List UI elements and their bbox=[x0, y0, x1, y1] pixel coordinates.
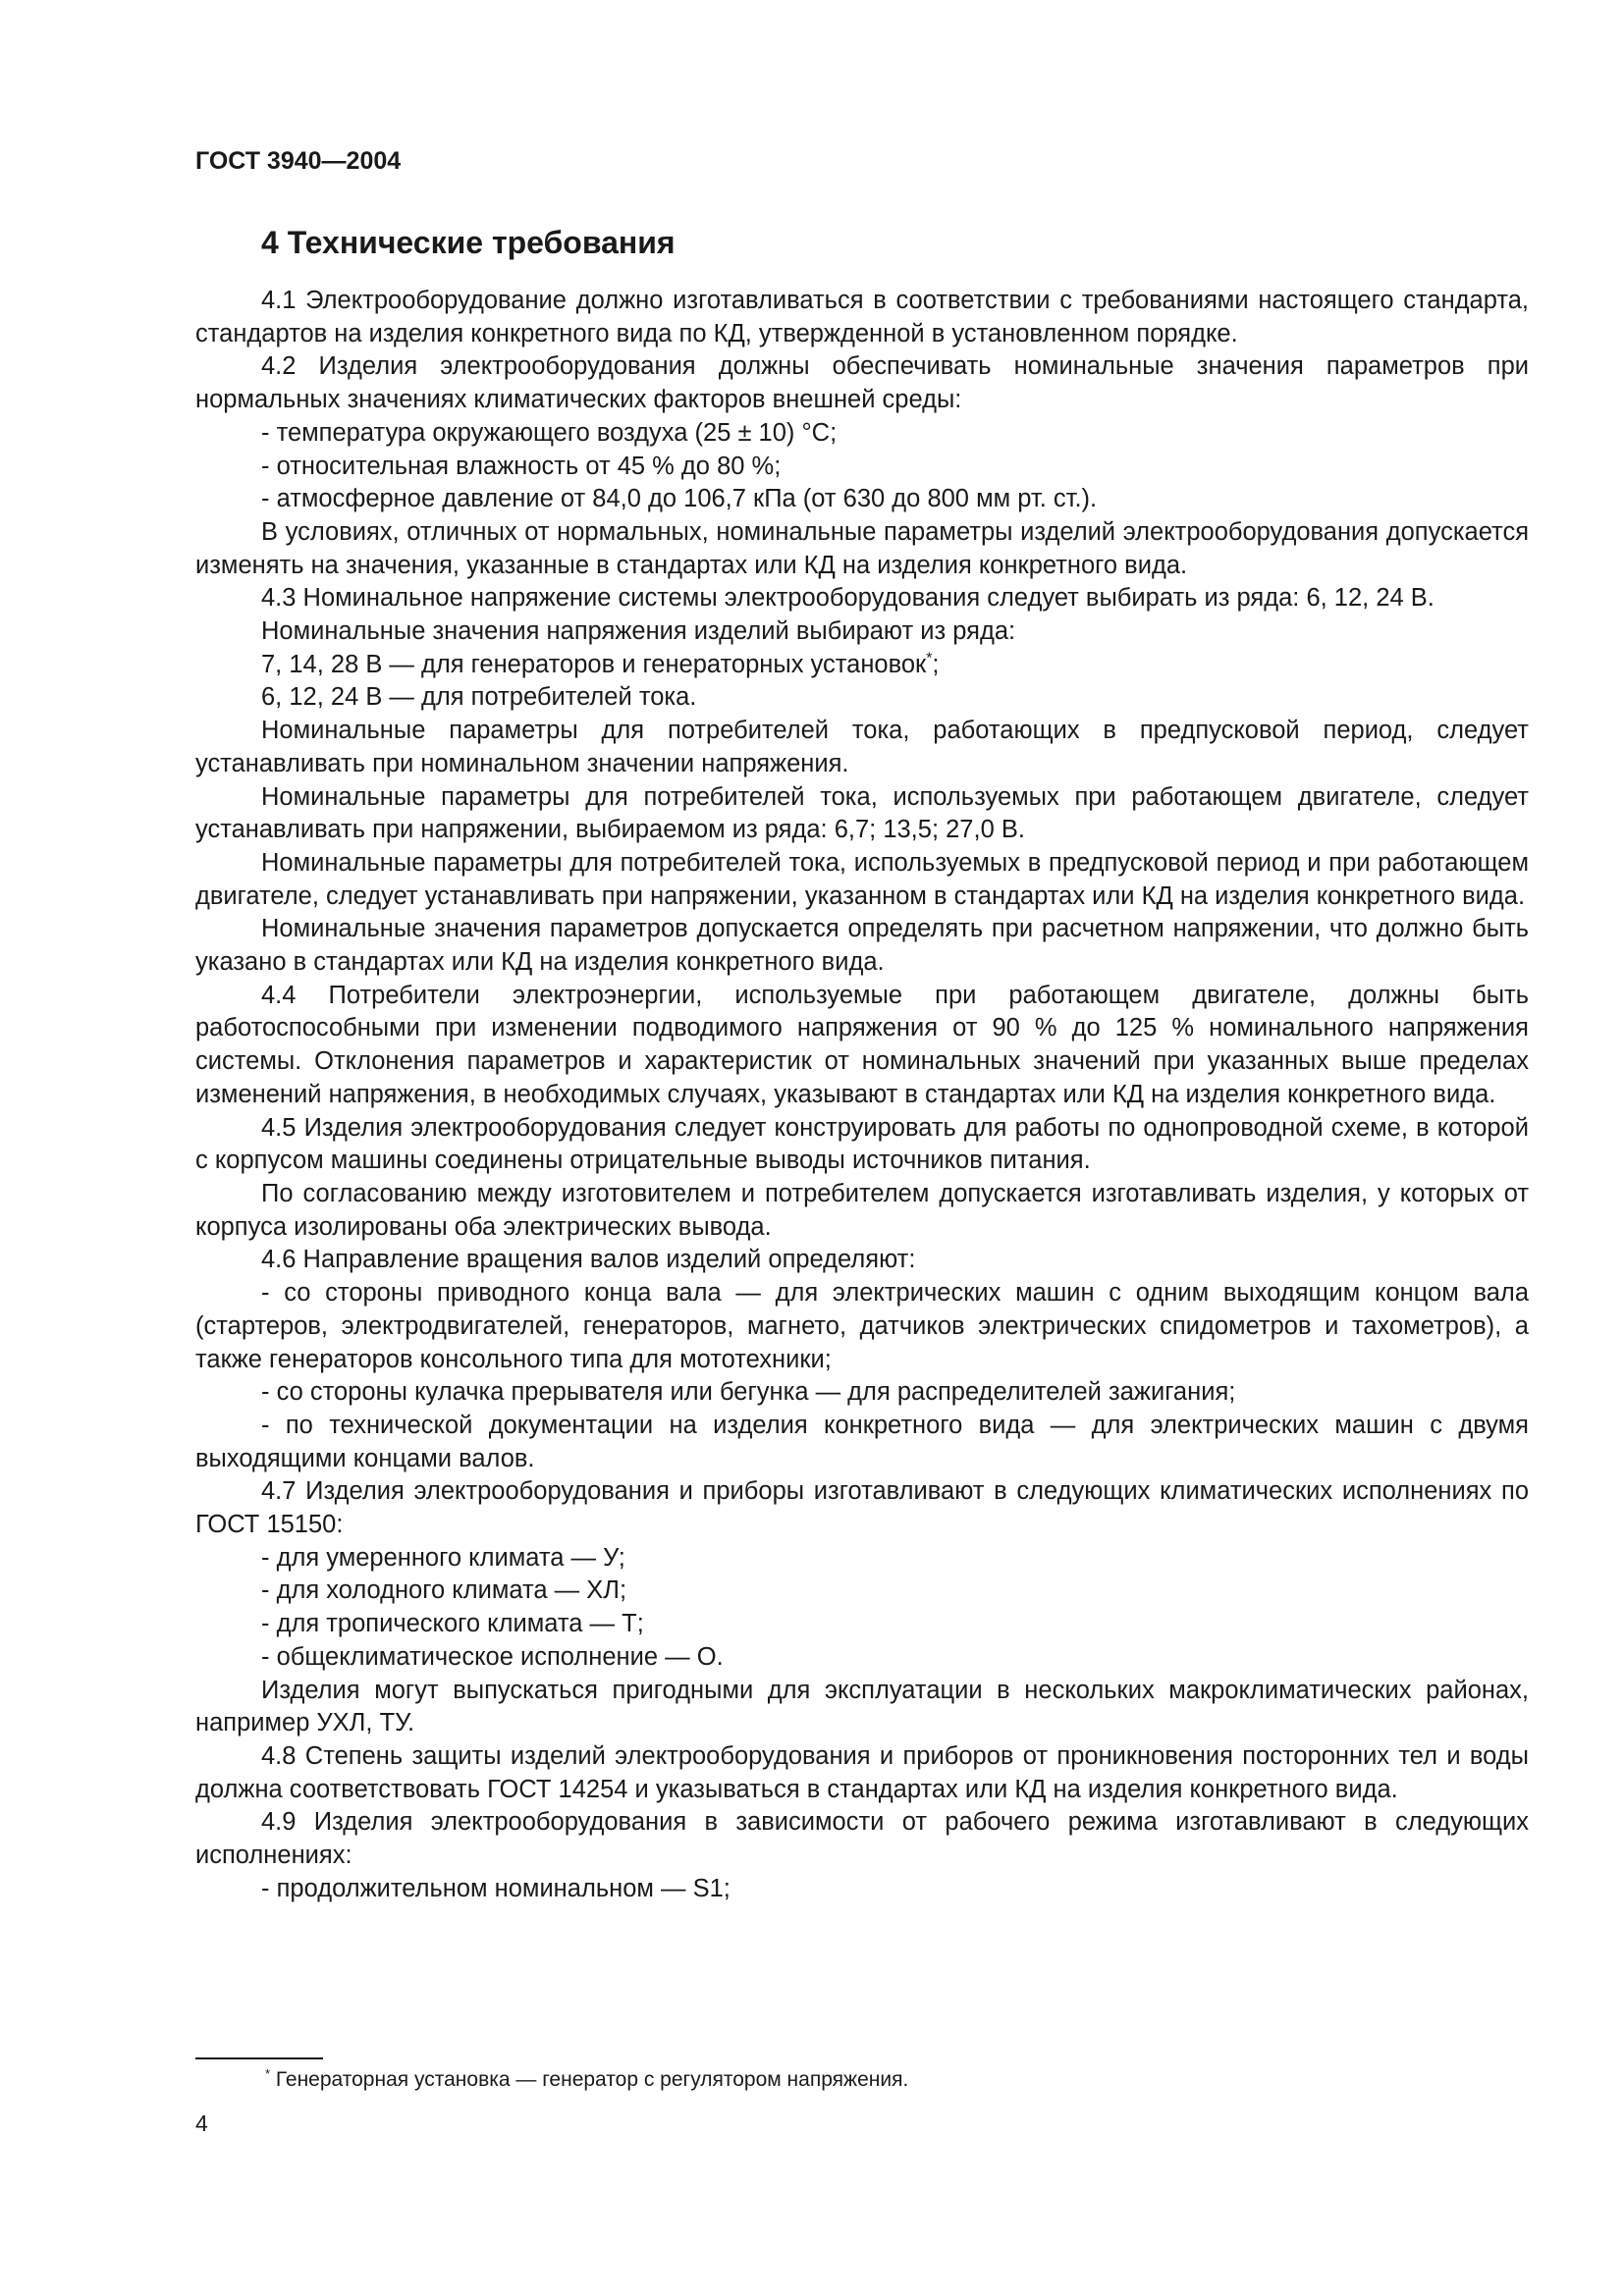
paragraph-text: - для умеренного климата — У; bbox=[261, 1543, 625, 1572]
paragraph bbox=[195, 1244, 1529, 1277]
paragraph-text: Номинальные значения напряжения изделий выбирают из ряда: bbox=[261, 617, 1016, 646]
page-number: 4 bbox=[195, 2110, 208, 2136]
footnote-reference: * bbox=[926, 650, 933, 667]
paragraph-text: 4.1 Электрооборудование должно изготавливаться в соответствии с требованиями настоящего стандарта, стандартов на изделия конкретного вида по КД, утвержденной в установленном порядке. bbox=[195, 287, 1529, 347]
paragraph-text: 4.4 Потребители электроэнергии, используемые при работающем двигателе, должны быть работоспособными при изменении подводимого напряжения от 90 % до 125 % номинального напряжения системы. Отклонения параметров и характеристик от номинальных значений при указанных выше пределах изменений напряжения, в необходимых случаях, указывают в стандартах или КД на изделия конкретного вида. bbox=[195, 981, 1529, 1108]
paragraph bbox=[195, 285, 1529, 350]
paragraph-text: Номинальные значения параметров допускается определять при расчетном напряжении, что должно быть указано в стандартах или КД на изделия конкретного вида. bbox=[195, 915, 1529, 977]
paragraph-text: - температура окружающего воздуха (25 ± 10) °С; bbox=[261, 418, 838, 447]
paragraph bbox=[195, 516, 1529, 582]
paragraph bbox=[195, 1112, 1529, 1178]
list-item bbox=[195, 1873, 1529, 1906]
paragraph-text: 4.7 Изделия электрооборудования и приборы изготавливают в следующих климатических исполнениях по ГОСТ 15150: bbox=[195, 1477, 1529, 1539]
list-item bbox=[195, 1542, 1529, 1575]
list-item bbox=[195, 451, 1529, 484]
paragraph-text: 4.6 Направление вращения валов изделий определяют: bbox=[261, 1246, 916, 1274]
paragraph-text: Номинальные параметры для потребителей тока, работающих в предпусковой период, следует устанавливать при номинальном значении напряжения. bbox=[195, 717, 1529, 777]
paragraph bbox=[195, 615, 1529, 649]
paragraph bbox=[195, 1475, 1529, 1541]
list-item bbox=[195, 483, 1529, 516]
section-body bbox=[195, 285, 1529, 1905]
list-item bbox=[195, 1641, 1529, 1675]
footnote-divider bbox=[195, 2057, 323, 2059]
paragraph bbox=[195, 1178, 1529, 1244]
paragraph bbox=[195, 1740, 1529, 1806]
paragraph-punctuation: ; bbox=[932, 650, 940, 678]
paragraph bbox=[195, 715, 1529, 780]
paragraph-text: 4.9 Изделия электрооборудования в зависимости от рабочего режима изготавливают в следующих исполнениях: bbox=[195, 1808, 1529, 1870]
list-item bbox=[195, 417, 1529, 451]
paragraph-text: Изделия могут выпускаться пригодными для эксплуатации в нескольких макроклиматических районах, например УХЛ, ТУ. bbox=[195, 1676, 1529, 1737]
footnote bbox=[265, 2066, 908, 2094]
paragraph-text: Номинальные параметры для потребителей тока, используемых при работающем двигателе, следует устанавливать при напряжении, выбираемом из ряда: 6,7; 13,5; 27,0 В. bbox=[195, 782, 1529, 844]
paragraph-text: 4.5 Изделия электрооборудования следует конструировать для работы по однопроводной схеме, в которой с корпусом машины соединены отрицательные выводы источников питания. bbox=[195, 1113, 1529, 1175]
list-item bbox=[195, 1575, 1529, 1608]
paragraph-text: - общеклиматическое исполнение — О. bbox=[261, 1642, 724, 1671]
paragraph bbox=[195, 847, 1529, 913]
paragraph-text: - для холодного климата — ХЛ; bbox=[261, 1576, 627, 1605]
footnote-text: Генераторная установка — генератор с регулятором напряжения. bbox=[275, 2068, 909, 2091]
paragraph-text: 4.2 Изделия электрооборудования должны обеспечивать номинальные значения параметров при нормальных значениях климатических факторов внешней среды: bbox=[195, 352, 1529, 414]
paragraph-text: - со стороны кулачка прерывателя или бегунка — для распределителей зажигания; bbox=[261, 1378, 1236, 1407]
paragraph bbox=[195, 1806, 1529, 1872]
paragraph-text: 7, 14, 28 В — для генераторов и генераторных установок bbox=[261, 650, 927, 678]
paragraph-text: По согласованию между изготовителем и потребителем допускается изготавливать изделия, у которых от корпуса изолированы оба электрических вывода. bbox=[195, 1179, 1529, 1241]
paragraph bbox=[195, 681, 1529, 715]
paragraph-text: - продолжительном номинальном — S1; bbox=[261, 1874, 731, 1902]
footnote-marker: * bbox=[265, 2066, 271, 2081]
paragraph bbox=[195, 781, 1529, 847]
paragraph bbox=[195, 913, 1529, 979]
paragraph bbox=[195, 350, 1529, 416]
paragraph bbox=[195, 980, 1529, 1112]
paragraph-text: 4.8 Степень защиты изделий электрооборудования и приборов от проникновения посторонних тел и воды должна соответствовать ГОСТ 14254 и указываться в стандартах или КД на изделия конкретного вида. bbox=[195, 1741, 1529, 1803]
paragraph bbox=[195, 1277, 1529, 1376]
paragraph-text: - атмосферное давление от 84,0 до 106,7 кПа (от 630 до 800 мм рт. ст.). bbox=[261, 485, 1098, 513]
list-item bbox=[195, 1376, 1529, 1410]
paragraph-text: - со стороны приводного конца вала — для электрических машин с одним выходящим концом вала (стартеров, электродвигателей, генераторов, магнето, датчиков электрических спидометров и тахометров), а также генераторов консольного типа для мототехники; bbox=[195, 1279, 1529, 1373]
document-header: ГОСТ 3940—2004 bbox=[195, 147, 402, 175]
paragraph-text: - для тропического климата — Т; bbox=[261, 1610, 644, 1638]
paragraph-text: Номинальные параметры для потребителей тока, используемых в предпусковой период и при работающем двигателе, следует устанавливать при напряжении, указанном в стандартах или КД на изделия конкретного вида. bbox=[195, 848, 1529, 910]
paragraph bbox=[195, 649, 1529, 682]
paragraph-text: В условиях, отличных от нормальных, номинальные параметры изделий электрооборудования допускается изменять на значения, указанные в стандартах или КД на изделия конкретного вида. bbox=[195, 517, 1529, 579]
paragraph bbox=[195, 582, 1529, 615]
paragraph-text: 6, 12, 24 В — для потребителей тока. bbox=[261, 683, 697, 712]
paragraph-text: - относительная влажность от 45 % до 80 %; bbox=[261, 452, 782, 480]
section-title: 4 Технические требования bbox=[261, 225, 676, 260]
paragraph-text: - по технической документации на изделия конкретного вида — для электрических машин с двумя выходящими концами валов. bbox=[195, 1411, 1529, 1472]
paragraph-text: 4.3 Номинальное напряжение системы электрооборудования следует выбирать из ряда: 6, 12, 24 В. bbox=[261, 584, 1435, 613]
list-item bbox=[195, 1608, 1529, 1641]
paragraph bbox=[195, 1675, 1529, 1740]
paragraph bbox=[195, 1410, 1529, 1475]
